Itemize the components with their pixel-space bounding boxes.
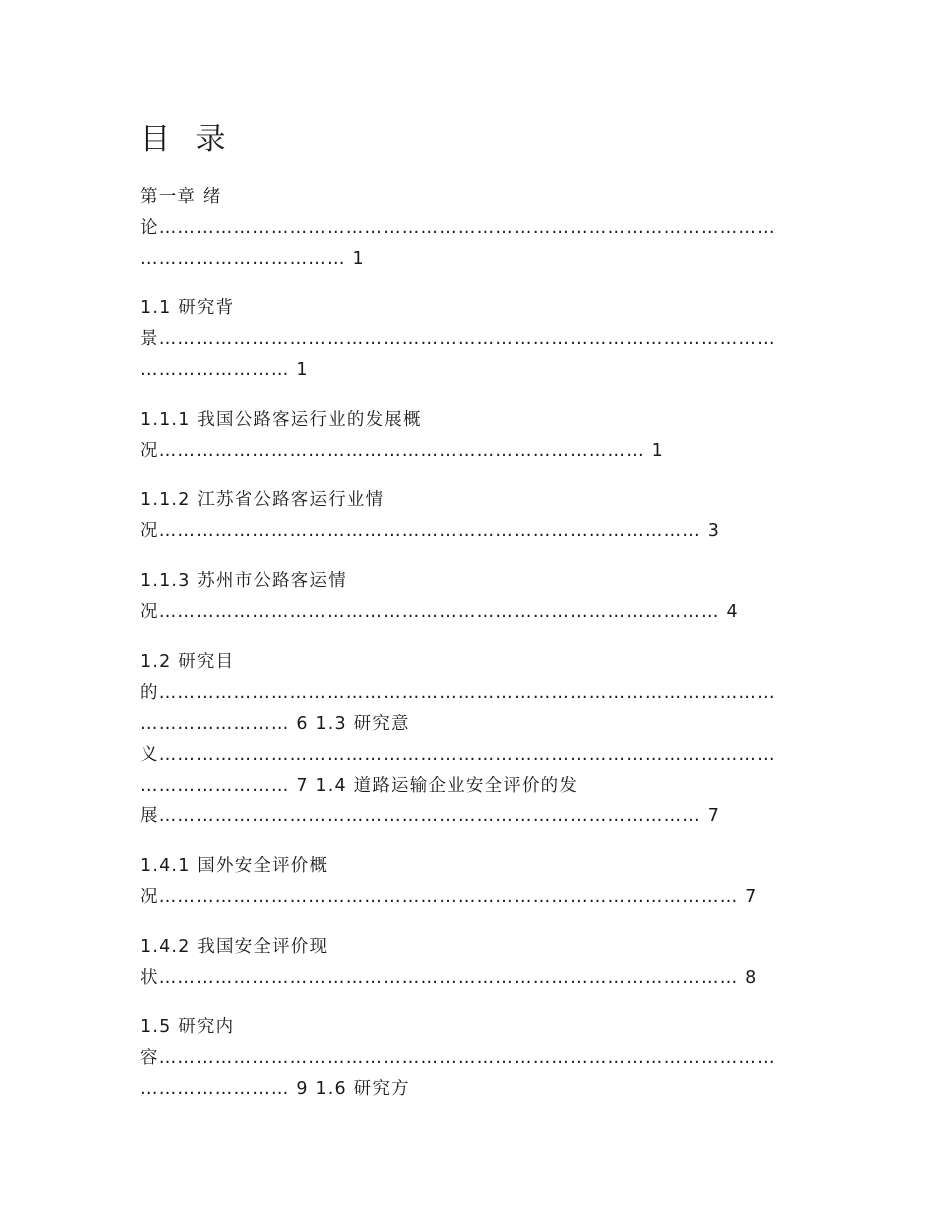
toc-line: 1.5 研究内	[140, 1017, 235, 1037]
toc-line: …………………… 1	[140, 360, 309, 380]
toc-line: 论………………………………………………………………………………………	[140, 218, 776, 238]
toc-title: 目 录	[140, 122, 234, 157]
toc-line: 况…………………………………………………………………………… 3	[140, 521, 721, 541]
toc-line: 1.4.2 我国安全评价现	[140, 937, 329, 957]
toc-line: 1.2 研究目	[140, 652, 235, 672]
toc-line: 况………………………………………………………………………………… 7	[140, 887, 758, 907]
toc-line: …………………… 9 1.6 研究方	[140, 1079, 410, 1099]
toc-line: 况…………………………………………………………………… 1	[140, 441, 664, 461]
toc-line: 1.1.3 苏州市公路客运情	[140, 571, 347, 591]
toc-line: …………………………… 1	[140, 249, 365, 269]
toc-line: 容………………………………………………………………………………………	[140, 1048, 776, 1068]
toc-line: …………………… 7 1.4 道路运输企业安全评价的发	[140, 776, 579, 796]
toc-line: 1.1.1 我国公路客运行业的发展概	[140, 410, 422, 430]
toc-line: 义………………………………………………………………………………………	[140, 745, 776, 765]
toc-line: 景………………………………………………………………………………………	[140, 329, 776, 349]
toc-line: 第一章 绪	[140, 187, 222, 207]
toc-line: 况……………………………………………………………………………… 4	[140, 602, 739, 622]
toc-line: 1.1.2 江苏省公路客运行业情	[140, 490, 385, 510]
toc-line: 的………………………………………………………………………………………	[140, 683, 776, 703]
toc-line: 状………………………………………………………………………………… 8	[140, 968, 758, 988]
toc-line: 1.1 研究背	[140, 298, 235, 318]
toc-line: 1.4.1 国外安全评价概	[140, 856, 329, 876]
toc-line: …………………… 6 1.3 研究意	[140, 714, 410, 734]
toc-line: 展…………………………………………………………………………… 7	[140, 806, 721, 826]
